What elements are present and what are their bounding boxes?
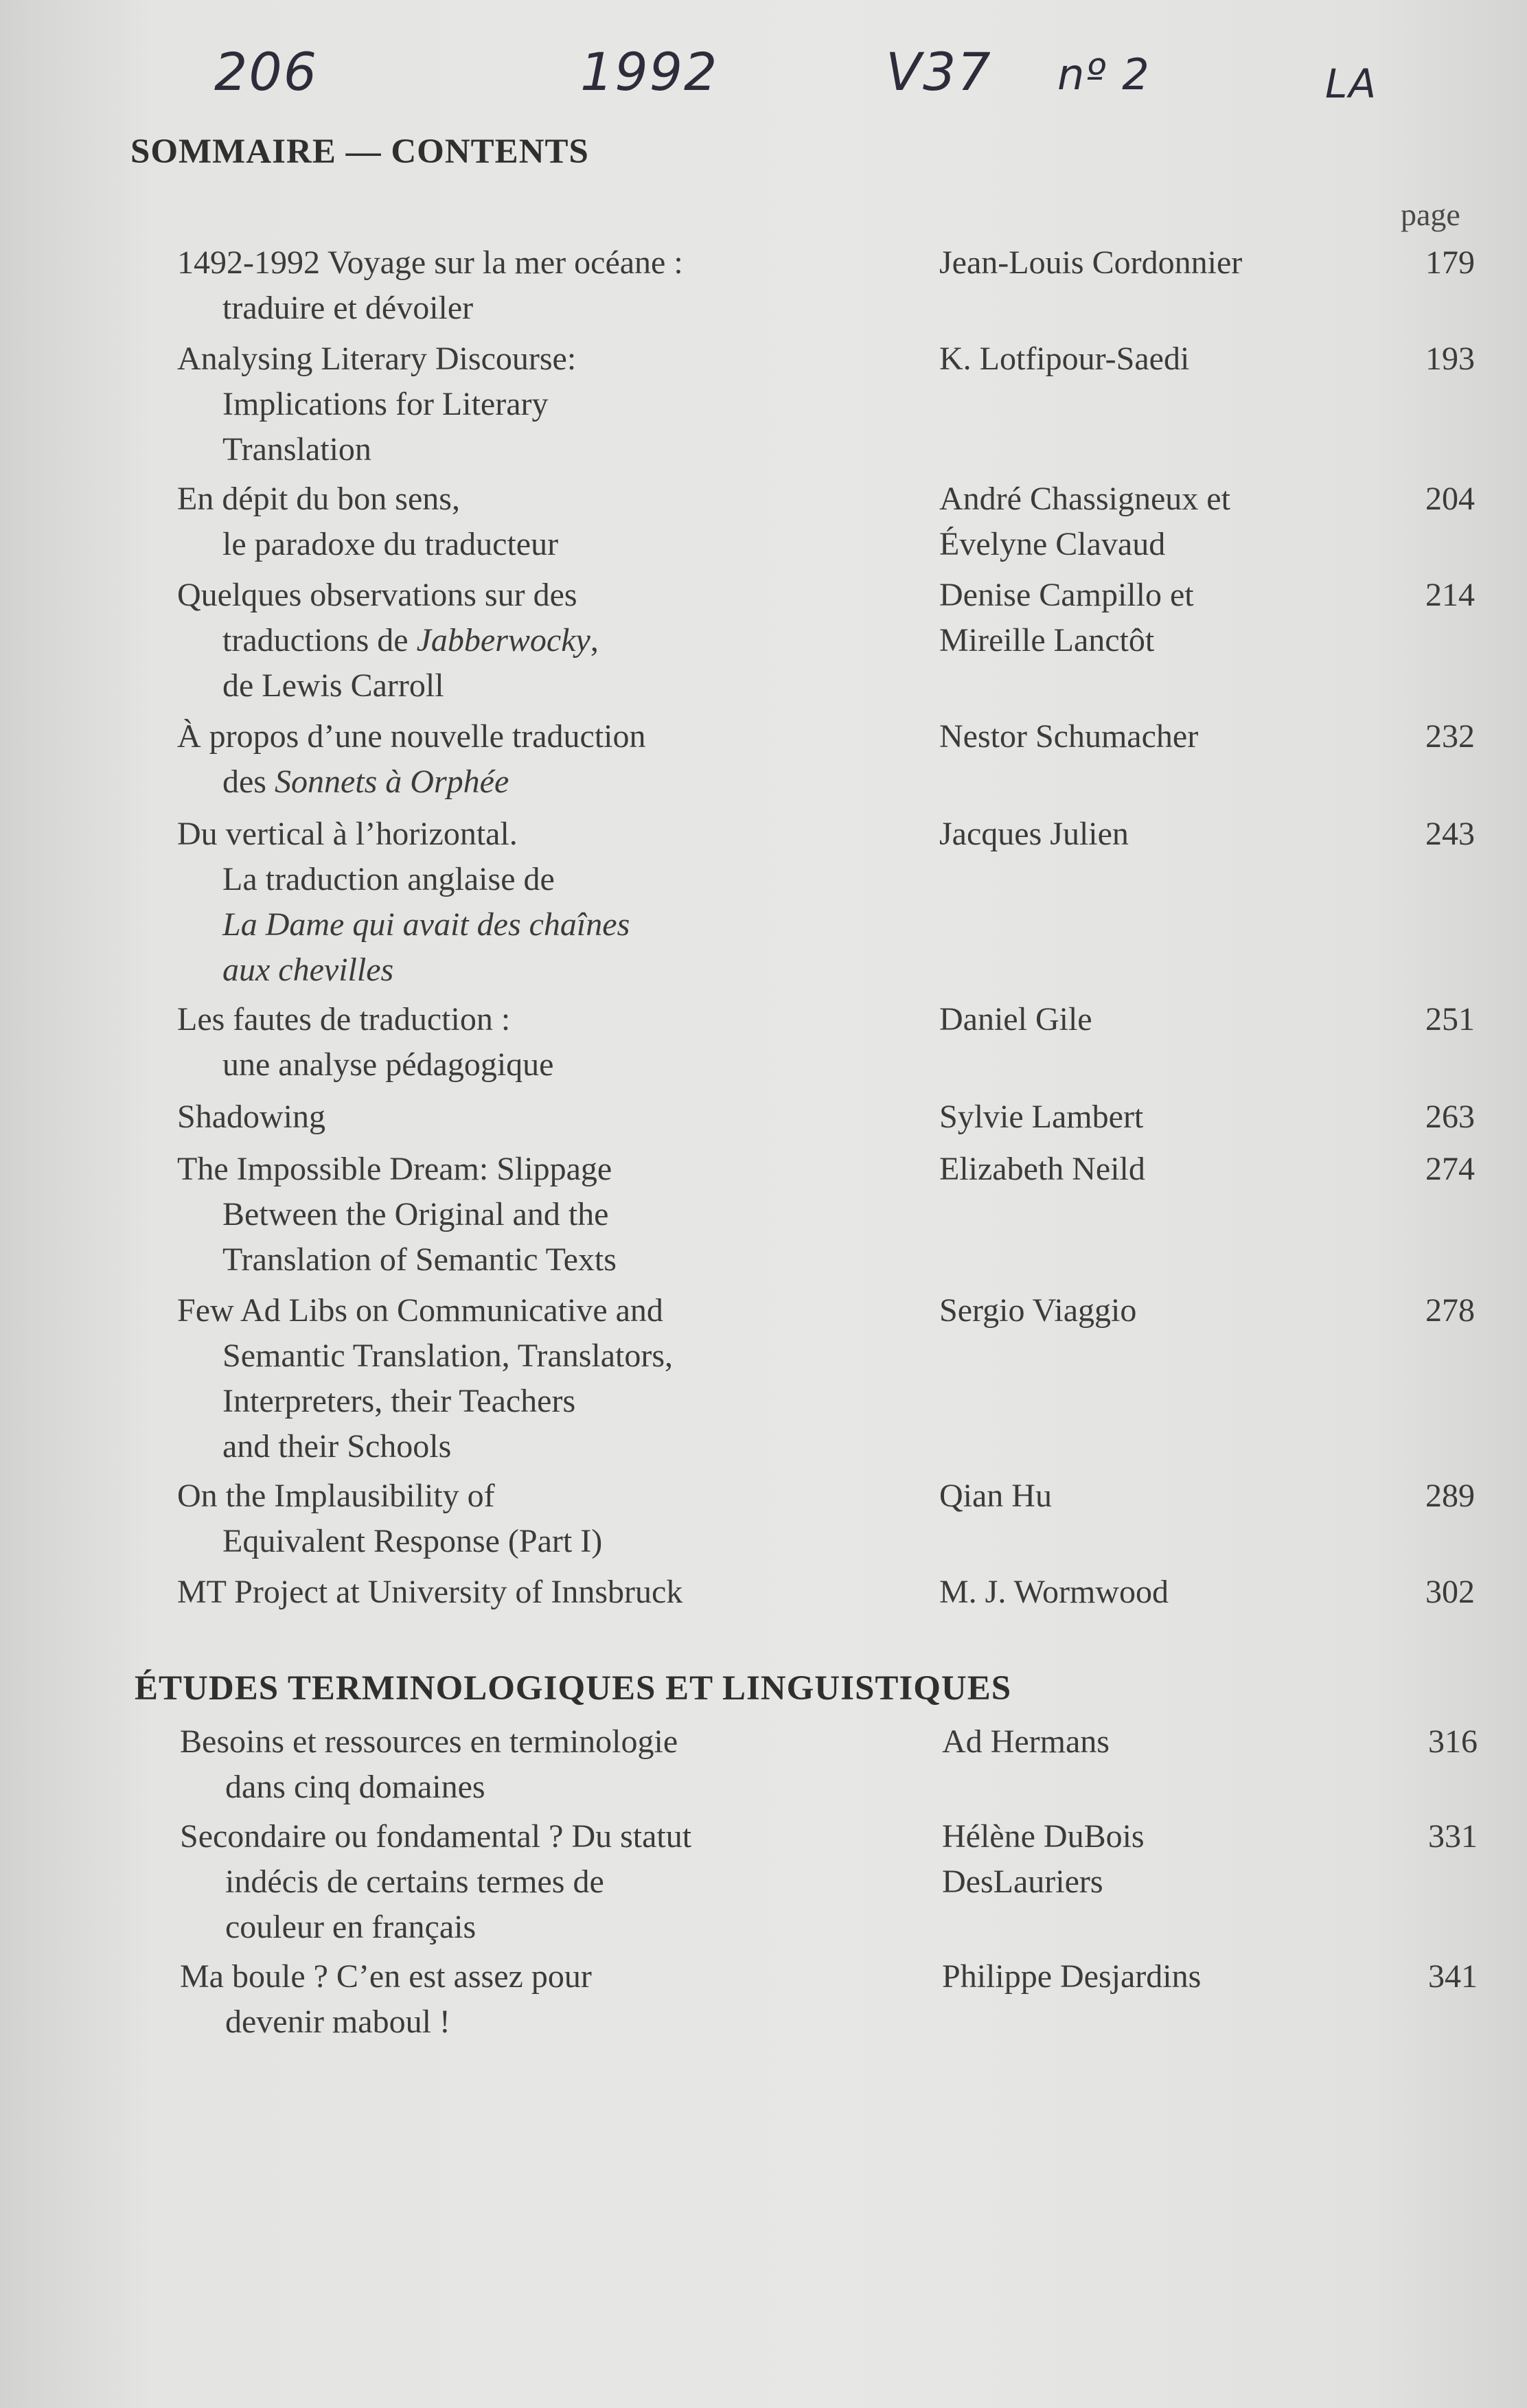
toc-entry-author: M. J. Wormwood (939, 1574, 1169, 1610)
toc-entry-page: 289 (1425, 1478, 1475, 1514)
toc-entry-title: En dépit du bon sens, le paradoxe du traducteur (177, 481, 559, 562)
toc-entry-author: Sergio Viaggio (939, 1292, 1137, 1329)
toc-entry-title: The Impossible Dream: Slippage Between the Original and the Translation of Semantic Texts (177, 1151, 617, 1278)
toc-entry-title: 1492-1992 Voyage sur la mer océane : traduire et dévoiler (177, 244, 683, 326)
toc-entry-title: À propos d’une nouvelle traduction des Sonnets à Orphée (177, 718, 646, 800)
toc-entry-title: Secondaire ou fondamental ? Du statut indécis de certains termes de couleur en français (180, 1818, 692, 1945)
toc-entry-page: 341 (1428, 1958, 1478, 1995)
page-column-label: page (1401, 197, 1460, 232)
toc-entry-author: Jacques Julien (939, 816, 1129, 852)
toc-entry-page: 302 (1425, 1574, 1475, 1610)
toc-entry-author: André Chassigneux et Évelyne Clavaud (939, 481, 1230, 562)
toc-entry-page: 263 (1425, 1099, 1475, 1135)
toc-entry-author: Daniel Gile (939, 1001, 1092, 1037)
toc-entry-title: On the Implausibility of Equivalent Response (Part I) (177, 1478, 603, 1559)
handwritten-note-year: 1992 (580, 41, 719, 102)
toc-entry-page: 331 (1428, 1818, 1478, 1855)
toc-entry-page: 214 (1425, 577, 1475, 613)
toc-entry-page: 193 (1425, 341, 1475, 377)
toc-entry-page: 204 (1425, 481, 1475, 517)
toc-entry-author: Ad Hermans (942, 1723, 1110, 1760)
toc-entry-title: Les fautes de traduction : une analyse pédagogique (177, 1001, 554, 1083)
section-heading-contents: SOMMAIRE — CONTENTS (130, 133, 589, 171)
toc-entry-author: Jean-Louis Cordonnier (939, 244, 1243, 281)
handwritten-note-number: 206 (214, 41, 319, 102)
toc-entry-author: Nestor Schumacher (939, 718, 1199, 755)
toc-entry-title: MT Project at University of Innsbruck (177, 1574, 683, 1610)
toc-entry-page: 232 (1425, 718, 1475, 755)
toc-entry-title: Few Ad Libs on Communicative and Semantic Translation, Translators, Interpreters, their Teachers and their Schools (177, 1292, 674, 1465)
toc-entry-author: Philippe Desjardins (942, 1958, 1202, 1995)
toc-entry-title: Quelques observations sur des traductions de Jabberwocky, de Lewis Carroll (177, 577, 599, 704)
toc-entry-title: Du vertical à l’horizontal. La traduction anglaise de La Dame qui avait des chaînes aux chevilles (177, 816, 630, 988)
toc-entry-author: Denise Campillo et Mireille Lanctôt (939, 577, 1194, 658)
toc-entry-page: 179 (1425, 244, 1475, 281)
toc-entry-author: Qian Hu (939, 1478, 1052, 1514)
section-heading-terminology: ÉTUDES TERMINOLOGIQUES ET LINGUISTIQUES (135, 1669, 1012, 1708)
toc-entry-page: 251 (1425, 1001, 1475, 1037)
handwritten-note-issue: nº 2 (1057, 49, 1151, 100)
toc-entry-page: 278 (1425, 1292, 1475, 1329)
toc-entry-title: Ma boule ? C’en est assez pour devenir maboul ! (180, 1958, 592, 2040)
toc-entry-page: 274 (1425, 1151, 1475, 1187)
toc-entry-title: Analysing Literary Discourse: Implications for Literary Translation (177, 341, 577, 468)
toc-entry-author: Elizabeth Neild (939, 1151, 1145, 1187)
handwritten-note-volume: V37 (886, 41, 992, 102)
toc-entry-title: Besoins et ressources en terminologie dans cinq domaines (180, 1723, 678, 1805)
toc-entry-title: Shadowing (177, 1099, 325, 1135)
handwritten-note-initials: LA (1325, 60, 1377, 107)
toc-entry-author: Sylvie Lambert (939, 1099, 1144, 1135)
toc-entry-author: K. Lotfipour-Saedi (939, 341, 1190, 377)
toc-entry-author: Hélène DuBois DesLauriers (942, 1818, 1145, 1900)
toc-entry-page: 316 (1428, 1723, 1478, 1760)
toc-entry-page: 243 (1425, 816, 1475, 852)
